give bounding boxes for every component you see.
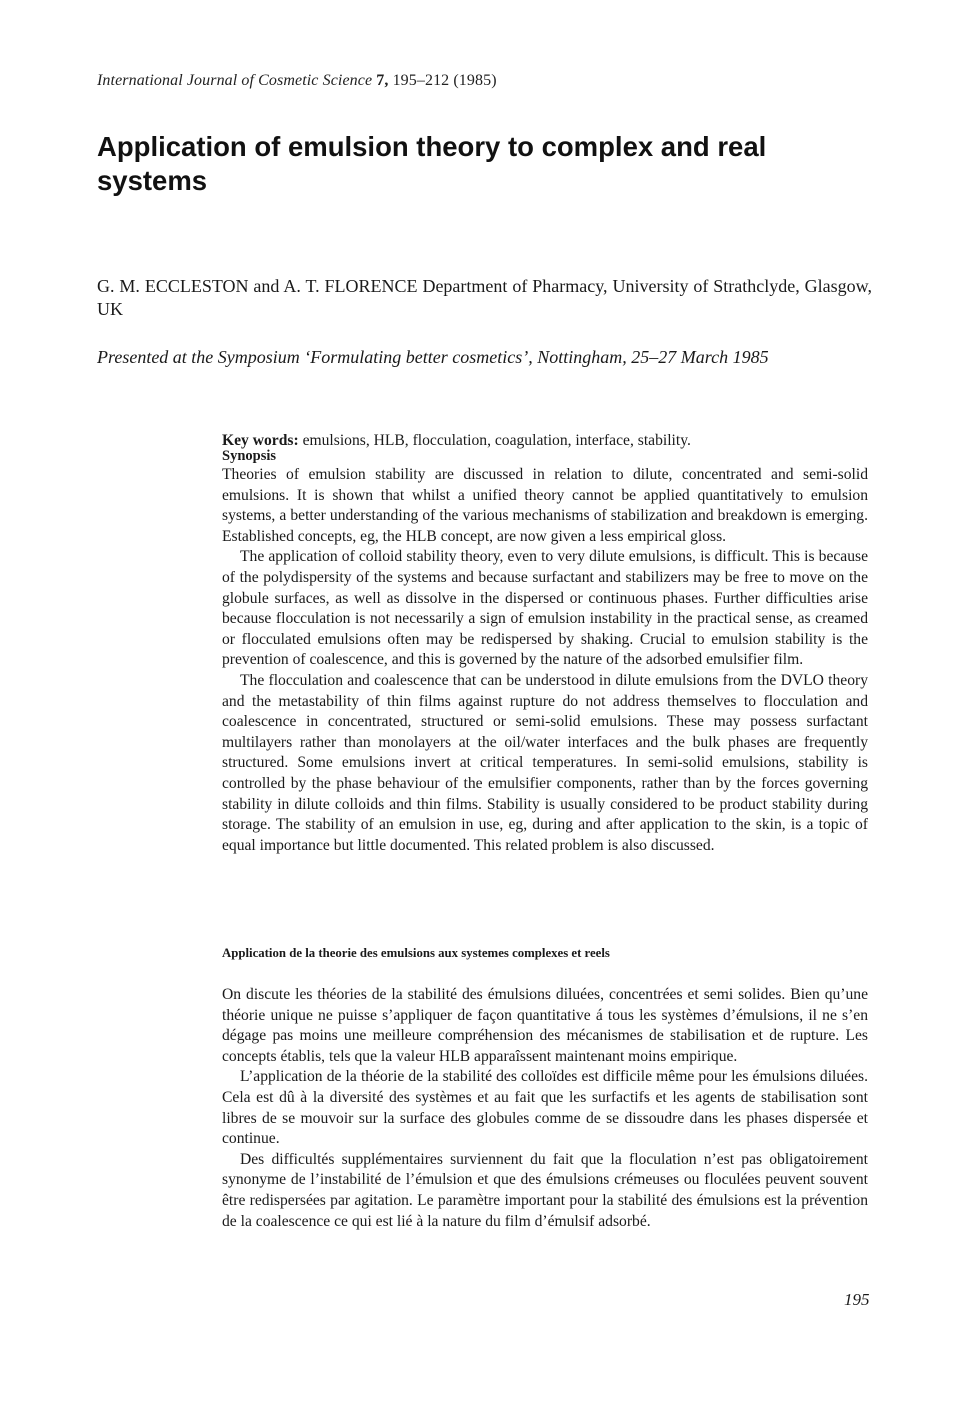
- french-heading: Application de la theorie des emulsions aux systemes complexes et reels: [222, 946, 610, 960]
- french-paragraph: L’application de la théorie de la stabilité des colloïdes est difficile même pour les émulsions diluées. Cela est dû à la diversité des systèmes et au fait que les surfactifs et les agents de stabilisation sont libres de se mouvoir sur la surface des globules comme de se dissoudre dans les phases dispersée et continue.: [222, 1068, 868, 1148]
- keywords-label: Key words:: [222, 432, 299, 449]
- authors-affiliation: G. M. ECCLESTON and A. T. FLORENCE Department of Pharmacy, University of Strathclyde, Glasgow, UK: [97, 276, 872, 319]
- synopsis-paragraph: The application of colloid stability theory, even to very dilute emulsions, is difficult. This is because of the polydispersity of the systems and because surfactant and stabilizers may be free to move on the globule surfaces, as well as dissolve in the dispersed or continuous phases. Further difficulties arise because flocculation is not necessarily a sign of emulsion instability in the practical sense, as creamed or flocculated emulsions often may be redispersed by shaking. Crucial to emulsion stability is the prevention of coalescence, and this is governed by the nature of the adsorbed emulsifier film.: [222, 548, 868, 669]
- synopsis-paragraph: The flocculation and coalescence that can be understood in dilute emulsions from the DVLO theory and the metastability of thin films against rupture do not address themselves to flocculation and coalescence in concentrated, structured or semi-solid emulsions. These may possess surfactant multilayers rather than monolayers at the oil/water interfaces and the bulk phases are frequently structured. Some emulsions invert at critical temperatures. In semi-solid emulsions, stability is controlled by the phase behaviour of the emulsifier components, rather than by the forces governing stability in dilute colloids and thin films. Stability is usually considered to be product stability during storage. The stability of an emulsion in use, eg, during and after application to the skin, is a topic of equal importance but little documented. This related problem is also discussed.: [222, 671, 868, 854]
- journal-name: International Journal of Cosmetic Science: [97, 72, 373, 89]
- synopsis-heading: Synopsis: [222, 448, 277, 464]
- french-paragraph: On discute les théories de la stabilité des émulsions diluées, concentrées et semi solides. Bien qu’une théorie unique ne puisse s’appliquer de façon quantitative á tous les systèmes d’émulsions, il ne s’en dégage pas moins une meilleure compréhension des mécanismes de stabilisation et de rupture. Les concepts établis, tels que la valeur HLB apparaîssent maintenant moins empirique.: [222, 986, 868, 1065]
- synopsis-paragraph: Theories of emulsion stability are discussed in relation to dilute, concentrated and semi-solid emulsions. It is shown that whilst a unified theory cannot be applied quantitatively to emulsion systems, a better understanding of the various mechanisms of stabilization and breakdown is emerging. Established concepts, eg, the HLB concept, are now given a less empirical gloss.: [222, 466, 868, 545]
- presented-note: Presented at the Symposium ‘Formulating better cosmetics’, Nottingham, 25–27 March 1985: [97, 347, 769, 367]
- journal-volume: 7,: [376, 72, 389, 89]
- page-number: 195: [844, 1290, 870, 1309]
- synopsis-body: [222, 465, 868, 856]
- keywords-text: emulsions, HLB, flocculation, coagulation, interface, stability.: [302, 432, 691, 449]
- article-title: Application of emulsion theory to complex and real systems: [97, 131, 767, 196]
- keywords: [222, 431, 868, 452]
- journal-citation: [97, 72, 497, 90]
- french-abstract: [222, 985, 868, 1232]
- journal-pages-year: 195–212 (1985): [392, 72, 497, 89]
- french-paragraph: Des difficultés supplémentaires surviennent du fait que la floculation n’est pas obligatoirement synonyme de l’instabilité de l’émulsion et que des émulsions crémeuses ou floculées peuvent souvent être redispersées par agitation. Le paramètre important pour la stabilité des émulsions est la prévention de la coalescence ce qui est lié à la nature du film d’émulsif adsorbé.: [222, 1150, 868, 1230]
